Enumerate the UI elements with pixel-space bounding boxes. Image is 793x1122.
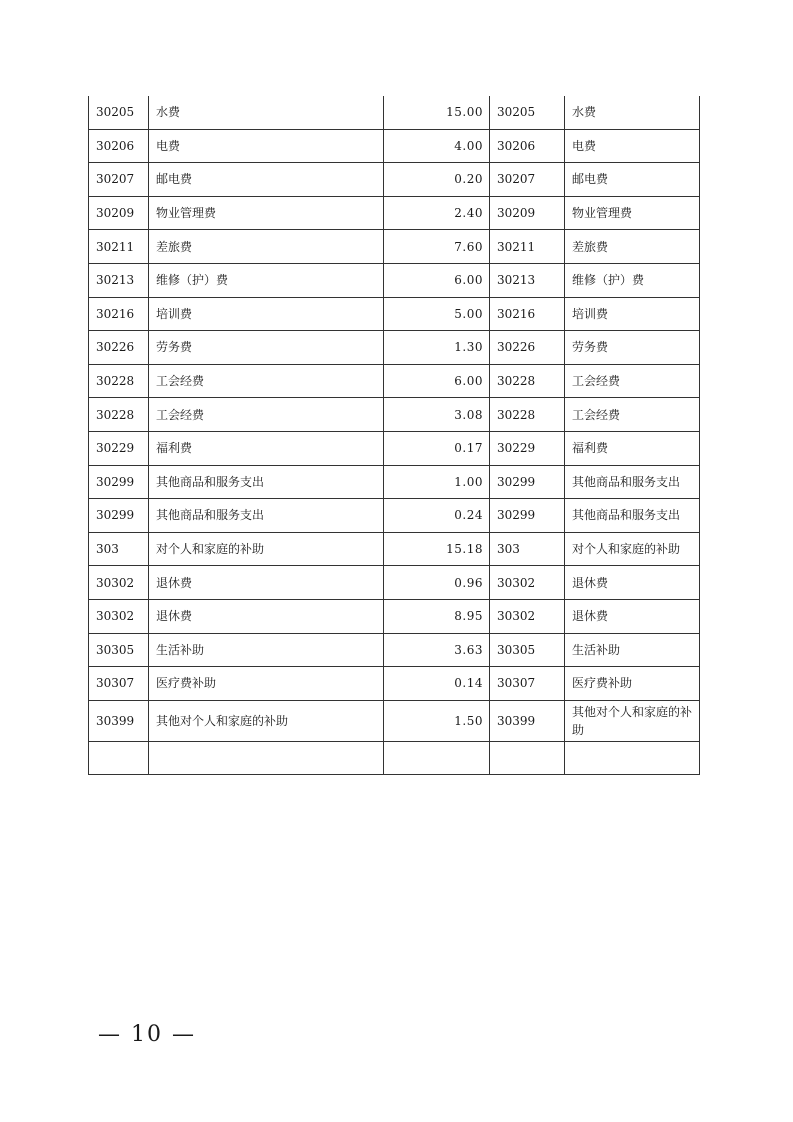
left-code-cell: 303: [89, 532, 149, 566]
left-code-cell: 30205: [89, 96, 149, 129]
left-name-cell: 维修（护）费: [149, 263, 384, 297]
table-row: [89, 196, 700, 230]
amount-cell: 15.18: [384, 532, 490, 566]
left-code-cell: 30228: [89, 364, 149, 398]
right-name-cell: 退休费: [565, 599, 700, 633]
left-code-cell: 30226: [89, 331, 149, 365]
amount-cell: 8.95: [384, 599, 490, 633]
left-name-cell: 退休费: [149, 566, 384, 600]
table-row: [89, 263, 700, 297]
table-row: [89, 331, 700, 365]
right-name-cell: 其他商品和服务支出: [565, 465, 700, 499]
left-code-cell: 30211: [89, 230, 149, 264]
left-name-cell: 医疗费补助: [149, 667, 384, 701]
amount-cell: 1.30: [384, 331, 490, 365]
amount-cell: 4.00: [384, 129, 490, 163]
amount-cell: 6.00: [384, 364, 490, 398]
right-code-cell: 30228: [490, 364, 565, 398]
amount-cell: 7.60: [384, 230, 490, 264]
right-code-cell: 30307: [490, 667, 565, 701]
right-name-cell: 物业管理费: [565, 196, 700, 230]
amount-cell: 0.24: [384, 499, 490, 533]
table-row: [89, 599, 700, 633]
left-code-cell: 30228: [89, 398, 149, 432]
right-code-cell: 30213: [490, 263, 565, 297]
left-name-cell: 福利费: [149, 431, 384, 465]
left-name-cell: 其他对个人和家庭的补助: [149, 700, 384, 741]
table-row: [89, 566, 700, 600]
right-name-cell: 生活补助: [565, 633, 700, 667]
left-name-cell: 邮电费: [149, 163, 384, 197]
right-code-cell: 30305: [490, 633, 565, 667]
left-name-cell: 差旅费: [149, 230, 384, 264]
right-name-cell: 邮电费: [565, 163, 700, 197]
right-name-cell: 劳务费: [565, 331, 700, 365]
right-name-cell: 电费: [565, 129, 700, 163]
left-code-cell: 30207: [89, 163, 149, 197]
budget-table-body: [89, 96, 700, 775]
table-row: [89, 499, 700, 533]
amount-cell: 0.20: [384, 163, 490, 197]
left-name-cell: 劳务费: [149, 331, 384, 365]
right-code-cell: 30216: [490, 297, 565, 331]
amount-cell: 15.00: [384, 96, 490, 129]
right-name-cell: 其他对个人和家庭的补助: [565, 700, 700, 741]
table-row: [89, 465, 700, 499]
left-name-cell: [149, 741, 384, 775]
amount-cell: 3.63: [384, 633, 490, 667]
left-code-cell: 30206: [89, 129, 149, 163]
amount-cell: 2.40: [384, 196, 490, 230]
left-code-cell: 30399: [89, 700, 149, 741]
left-code-cell: [89, 741, 149, 775]
amount-cell: 1.00: [384, 465, 490, 499]
left-code-cell: 30299: [89, 499, 149, 533]
left-name-cell: 生活补助: [149, 633, 384, 667]
amount-cell: 0.14: [384, 667, 490, 701]
right-code-cell: 30209: [490, 196, 565, 230]
amount-cell: 0.17: [384, 431, 490, 465]
left-code-cell: 30302: [89, 599, 149, 633]
left-code-cell: 30299: [89, 465, 149, 499]
right-code-cell: 30207: [490, 163, 565, 197]
left-code-cell: 30307: [89, 667, 149, 701]
table-row: [89, 633, 700, 667]
table-row: [89, 398, 700, 432]
amount-cell: 6.00: [384, 263, 490, 297]
table-row: [89, 364, 700, 398]
right-code-cell: 30228: [490, 398, 565, 432]
amount-cell: [384, 741, 490, 775]
right-name-cell: 退休费: [565, 566, 700, 600]
right-name-cell: 工会经费: [565, 398, 700, 432]
right-code-cell: 30302: [490, 566, 565, 600]
amount-cell: 1.50: [384, 700, 490, 741]
right-code-cell: 30399: [490, 700, 565, 741]
table-row: [89, 532, 700, 566]
amount-cell: 3.08: [384, 398, 490, 432]
right-code-cell: 30226: [490, 331, 565, 365]
right-code-cell: 30299: [490, 465, 565, 499]
table-row-empty: [89, 741, 700, 775]
right-code-cell: 30205: [490, 96, 565, 129]
right-name-cell: 对个人和家庭的补助: [565, 532, 700, 566]
left-code-cell: 30302: [89, 566, 149, 600]
table-row: [89, 700, 700, 741]
right-name-cell: 水费: [565, 96, 700, 129]
right-name-cell: 福利费: [565, 431, 700, 465]
budget-table: [88, 96, 700, 775]
page-number: — 10 —: [98, 1022, 196, 1047]
left-name-cell: 退休费: [149, 599, 384, 633]
left-name-cell: 物业管理费: [149, 196, 384, 230]
table-row: [89, 230, 700, 264]
left-name-cell: 水费: [149, 96, 384, 129]
table-row: [89, 129, 700, 163]
left-name-cell: 工会经费: [149, 398, 384, 432]
left-code-cell: 30305: [89, 633, 149, 667]
left-code-cell: 30229: [89, 431, 149, 465]
right-name-cell: 工会经费: [565, 364, 700, 398]
table-row: [89, 297, 700, 331]
left-code-cell: 30209: [89, 196, 149, 230]
right-code-cell: 30229: [490, 431, 565, 465]
left-name-cell: 电费: [149, 129, 384, 163]
right-code-cell: 30299: [490, 499, 565, 533]
left-name-cell: 工会经费: [149, 364, 384, 398]
right-name-cell: 其他商品和服务支出: [565, 499, 700, 533]
left-name-cell: 培训费: [149, 297, 384, 331]
right-name-cell: 医疗费补助: [565, 667, 700, 701]
table-row: [89, 96, 700, 129]
right-name-cell: [565, 741, 700, 775]
table-row: [89, 667, 700, 701]
right-name-cell: 维修（护）费: [565, 263, 700, 297]
table-row: [89, 431, 700, 465]
right-code-cell: 30206: [490, 129, 565, 163]
left-code-cell: 30213: [89, 263, 149, 297]
left-name-cell: 对个人和家庭的补助: [149, 532, 384, 566]
right-name-cell: 培训费: [565, 297, 700, 331]
amount-cell: 0.96: [384, 566, 490, 600]
table-row: [89, 163, 700, 197]
right-code-cell: 30302: [490, 599, 565, 633]
left-code-cell: 30216: [89, 297, 149, 331]
right-code-cell: 30211: [490, 230, 565, 264]
left-name-cell: 其他商品和服务支出: [149, 465, 384, 499]
left-name-cell: 其他商品和服务支出: [149, 499, 384, 533]
amount-cell: 5.00: [384, 297, 490, 331]
right-code-cell: [490, 741, 565, 775]
right-code-cell: 303: [490, 532, 565, 566]
right-name-cell: 差旅费: [565, 230, 700, 264]
